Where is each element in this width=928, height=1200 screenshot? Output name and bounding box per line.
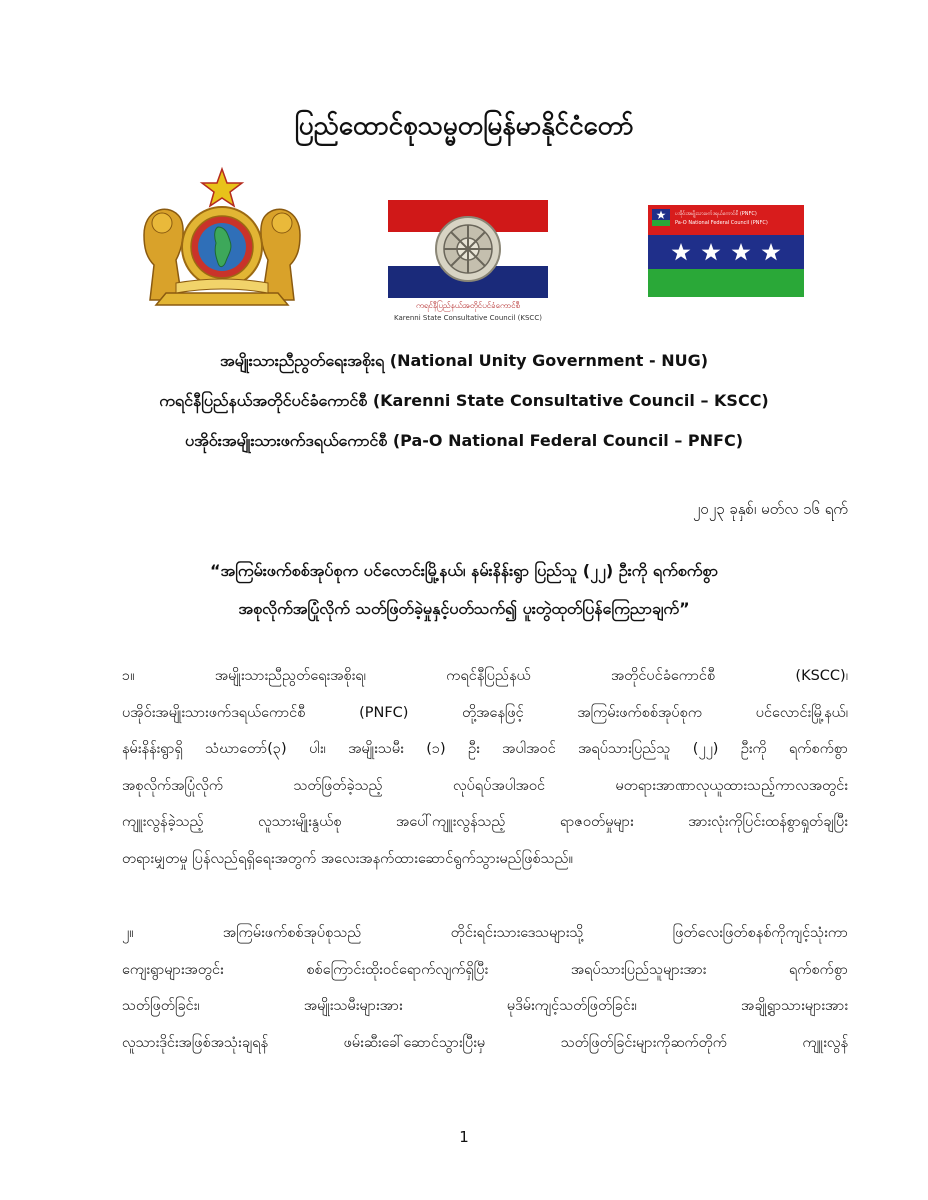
org-kscc: ကရင်နီပြည်နယ်အတိုင်ပင်ခံကောင်စီ (Karenni State Consultative Council – KSCC) [159, 391, 769, 410]
paragraph-line: ကျေးရွာများအတွင်း စစ်ကြောင်းထိုးဝင်ရောက်လျက်ရှိပြီး အရပ်သားပြည်သူများအား ရက်စက်စွာ [122, 961, 848, 978]
org-pnfc: ပအိုဝ်းအမျိုးသားဖက်ဒရယ်ကောင်စီ (Pa-O National Federal Council – PNFC) [184, 431, 744, 450]
paragraph-1 [122, 658, 848, 877]
org-nug: အမျိုးသားညီညွတ်ရေးအစိုးရ (National Unity Government - NUG) [219, 351, 709, 370]
pnfc-flag-caption: ပအိုဝ်းအမျိုးသားဖက်ဒရယ်ကောင်စီ (PNFC) [675, 211, 757, 217]
paragraph-line: ၂။ အကြမ်းဖက်စစ်အုပ်စုသည် တိုင်းရင်းသားဒေသများသို့ ဖြတ်လေးဖြတ်စနစ်ကိုကျင့်သုံးကာ [122, 925, 848, 941]
state-seal-icon [136, 165, 308, 315]
pnfc-logo [648, 205, 804, 297]
kscc-flag-icon [388, 200, 548, 298]
pnfc-flag-icon [648, 205, 804, 297]
paragraph-line: ၁။ အမျိုးသားညီညွတ်ရေးအစိုးရ၊ ကရင်နီပြည်နယ် အတိုင်ပင်ခံကောင်စီ (KSCC)၊ [122, 668, 848, 684]
paragraph-line: လူသားဒိုင်းအဖြစ်အသုံးချရန် ဖမ်းဆီးခေါ်ဆောင်သွားပြီးမှ သတ်ဖြတ်ခြင်းများကိုဆက်တိုက် ကျူးလွန် [122, 1034, 848, 1051]
headline-line-2: အစုလိုက်အပြုံလိုက် သတ်ဖြတ်ခဲ့မှုနှင့်ပတ်သက်၍ ပူးတွဲထုတ်ပြန်ကြေညာချက်” [238, 599, 690, 618]
paragraph-line: တရားမျှတမှု ပြန်လည်ရရှိရေးအတွက် အလေးအနက်ထားဆောင်ရွက်သွားမည်ဖြစ်သည်။ [122, 850, 574, 867]
state-seal-logo [136, 165, 308, 315]
document-date: ၂၀၂၃ ခုနှစ်၊ မတ်လ ၁၆ ရက် [692, 500, 848, 518]
paragraph-2 [122, 915, 848, 1061]
kscc-caption-burmese: ကရင်နီပြည်နယ်အတိုင်ပင်ခံကောင်စီ [415, 301, 520, 310]
kscc-caption-english: Karenni State Consultative Council (KSCC) [394, 314, 542, 322]
document-title: ပြည်ထောင်စုသမ္မတမြန်မာနိုင်ငံတော် [294, 111, 634, 141]
kscc-logo [388, 200, 548, 340]
paragraph-line: အစုလိုက်အပြုံလိုက် သတ်ဖြတ်ခဲ့သည့် လုပ်ရပ်အပါအဝင် မတရားအာဏာလုယူထားသည့်ကာလအတွင်း [122, 777, 848, 794]
paragraph-line: သတ်ဖြတ်ခြင်း၊ အမျိုးသမီးများအား မုဒိမ်းကျင့်သတ်ဖြတ်ခြင်း၊ အချို့ရွာသားများအား [122, 998, 848, 1014]
headline-line-1: “အကြမ်းဖက်စစ်အုပ်စုက ပင်လောင်းမြို့နယ်၊ နမ်းနိန်းရွာ ပြည်သူ (၂၂) ဦးကို ရက်စက်စွာ [210, 561, 718, 580]
paragraph-line: ပအိုဝ်းအမျိုးသားဖက်ဒရယ်ကောင်စီ (PNFC) တို့အနေဖြင့် အကြမ်းဖက်စစ်အုပ်စုက ပင်လောင်းမြို့နယ်၊ [122, 704, 848, 721]
pnfc-flag-label: Pa-O National Federal Council (PNFC) [675, 220, 768, 226]
page-number: 1 [459, 1128, 469, 1146]
paragraph-line: ကျူးလွန်ခဲ့သည့် လူသားမျိုးနွယ်စု အပေါ်ကျူးလွန်သည့် ရာဇဝတ်မှုများ အားလုံးကိုပြင်းထန်စွာရှုတ်ချပြီး [122, 814, 848, 830]
paragraph-line: နမ်းနိန်းရွာရှိ သံဃာတော်(၃) ပါး၊ အမျိုးသမီး (၁) ဦး အပါအဝင် အရပ်သားပြည်သူ (၂၂) ဦးကို ရက်စက်စွာ [122, 741, 848, 757]
